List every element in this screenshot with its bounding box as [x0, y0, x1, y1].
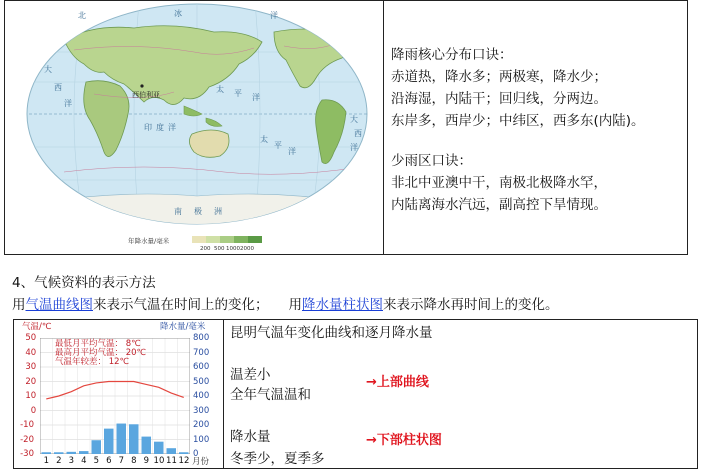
right-tick-label: 300 [193, 405, 210, 416]
ocean-char: 洋 [350, 143, 358, 152]
ocean-char: 极 [194, 207, 202, 216]
left-tick-label: -10 [20, 420, 34, 430]
mnemonic-heading-1: 降雨核心分布口诀： [391, 47, 513, 63]
world-precipitation-map [24, 2, 370, 252]
desc-mid-2: 用 [288, 297, 302, 313]
map-legend-label: 年降水量/毫米 [128, 237, 170, 245]
desc-suffix: 来表示降水再时间上的变化。 [383, 297, 559, 313]
precipitation-bar [92, 440, 102, 454]
map-legend-value: 1000 [226, 246, 240, 252]
left-tick-label: -20 [20, 434, 34, 445]
precipitation-bar [67, 452, 77, 454]
ocean-char: 印 [144, 123, 152, 132]
ocean-char: 南 [174, 207, 182, 216]
left-tick-label: 10 [25, 391, 37, 401]
ocean-char: 洋 [168, 123, 176, 132]
precipitation-bar [154, 442, 164, 454]
section-description [12, 294, 559, 316]
ocean-char: 平 [274, 141, 282, 150]
ocean-char: 冰 [174, 9, 182, 18]
ocean-char: 西 [354, 129, 362, 138]
month-tick-label: 9 [143, 456, 150, 466]
month-tick-label: 6 [106, 456, 112, 466]
chart-annotation: 最高月平均气温： 20℃ [55, 348, 147, 358]
right-tick-label: 600 [193, 362, 210, 372]
chart-annotation: 最低月平均气温： 8℃ [55, 339, 141, 349]
month-tick-label: 10 [153, 456, 165, 466]
chart-caption: 昆明气温年变化曲线和逐月降水量 [230, 325, 433, 341]
right-tick-label: 100 [193, 434, 210, 445]
left-tick-label: 0 [30, 405, 37, 416]
precipitation-bar [117, 424, 127, 454]
note-precip-2: 冬季少，夏季多 [230, 451, 325, 467]
note-temp-1: 温差小 [230, 367, 271, 383]
bottom-table-divider [223, 319, 224, 469]
temperature-curve-link[interactable]: 气温曲线图 [25, 297, 93, 313]
map-australia [189, 130, 229, 157]
ocean-char: 洋 [288, 147, 296, 156]
mnemonic-heading-2: 少雨区口诀： [391, 153, 472, 169]
mnemonic-line: 沿海湿，内陆干；回归线，分两边。 [391, 91, 607, 107]
top-table-divider [383, 0, 384, 255]
note-arrow-curve: →上部曲线 [366, 375, 429, 390]
month-tick-label: 11 [166, 456, 177, 466]
right-tick-label: 200 [193, 420, 210, 430]
right-tick-label: 500 [193, 376, 210, 387]
ocean-char: 度 [156, 123, 164, 132]
precipitation-bar [79, 451, 89, 454]
chart-annotation: 气温年较差： 12℃ [55, 357, 130, 367]
month-tick-label: 12 [178, 456, 190, 466]
left-tick-label: 30 [25, 362, 37, 372]
left-tick-label: 40 [25, 347, 37, 358]
left-tick-label: 50 [25, 333, 37, 343]
right-tick-label: 700 [193, 347, 210, 358]
note-precip-1: 降水量 [230, 429, 271, 445]
desc-prefix: 用 [12, 297, 26, 313]
ocean-char: 太 [216, 85, 224, 94]
map-legend-value: 200 [200, 246, 211, 252]
precipitation-bar [129, 424, 139, 454]
precipitation-bar-link[interactable]: 降水量柱状图 [302, 297, 383, 313]
month-tick-label: 2 [56, 456, 62, 466]
ocean-char: 平 [234, 89, 242, 98]
map-legend-swatches [192, 236, 262, 243]
ocean-char: 大 [350, 115, 358, 124]
x-unit-label: 月份 [192, 457, 210, 467]
mnemonic-line: 赤道热，降水多；两极寒，降水少； [391, 69, 607, 85]
month-tick-label: 8 [131, 456, 137, 466]
ocean-char: 洲 [214, 207, 222, 216]
ocean-char: 洋 [252, 93, 260, 102]
mnemonic-line: 东岸多，西岸少；中纬区，西多东(内陆)。 [391, 113, 645, 129]
month-tick-label: 1 [43, 456, 50, 466]
map-place-label: 西伯利亚 [132, 91, 160, 99]
month-tick-label: 5 [93, 456, 100, 466]
desc-mid-1: 来表示气温在时间上的变化； [93, 297, 269, 313]
ocean-char: 洋 [64, 99, 72, 108]
precipitation-bar [142, 437, 152, 454]
left-axis-label: 气温/℃ [22, 322, 52, 332]
ocean-char: 太 [260, 135, 268, 144]
ocean-char: 北 [78, 11, 86, 20]
right-tick-label: 800 [193, 333, 210, 343]
month-tick-label: 7 [118, 456, 125, 466]
mnemonic-line: 非北中亚澳中干，南极北极降水罕， [391, 175, 607, 191]
precipitation-bar [54, 452, 64, 454]
right-tick-label: 400 [193, 391, 210, 401]
month-tick-label: 3 [68, 456, 75, 466]
right-axis-label: 降水量/毫米 [160, 322, 206, 332]
month-tick-label: 4 [81, 456, 87, 466]
precipitation-bar [104, 429, 114, 454]
ocean-char: 洋 [270, 11, 278, 20]
precipitation-bar [42, 452, 52, 454]
mnemonic-line: 内陆离海水汽远，副高控下旱情现。 [391, 197, 607, 213]
map-legend-value: 500 [214, 246, 225, 252]
precipitation-bar [179, 452, 189, 454]
note-temp-2: 全年气温温和 [230, 387, 311, 403]
note-arrow-bars: →下部柱状图 [366, 433, 442, 448]
left-tick-label: -30 [20, 449, 34, 459]
map-legend-value: 2000 [240, 246, 254, 252]
ocean-char: 西 [54, 83, 62, 92]
section-title: 4、气候资料的表示方法 [12, 275, 156, 291]
precipitation-bar [167, 448, 177, 454]
right-tick-label: 0 [193, 449, 199, 459]
ocean-char: 大 [44, 65, 52, 74]
left-tick-label: 20 [25, 376, 37, 387]
